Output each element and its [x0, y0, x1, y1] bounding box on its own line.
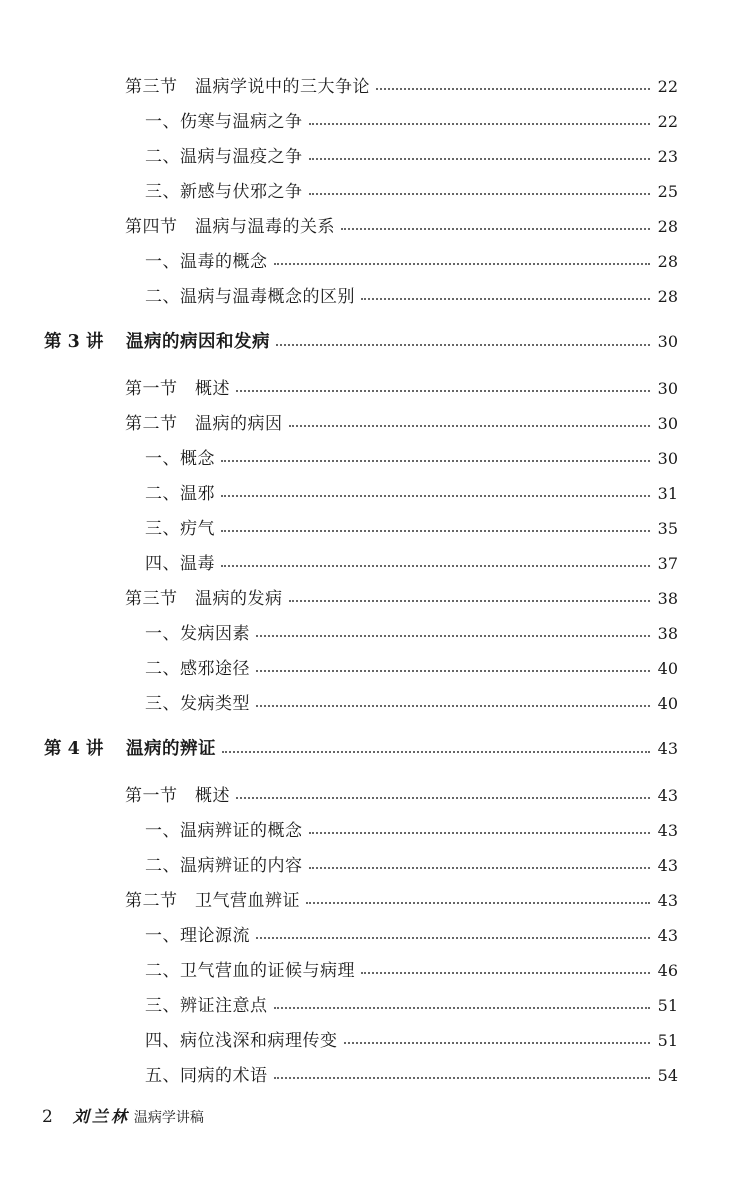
toc-title: 第三节 温病的发病 [125, 589, 283, 609]
toc-title: 一、伤寒与温病之争 [145, 112, 303, 132]
toc-page-number: 43 [657, 856, 678, 875]
toc-page-number: 43 [657, 926, 678, 945]
dot-leader [236, 796, 650, 799]
dot-leader [236, 389, 650, 392]
dot-leader [306, 901, 650, 904]
toc-item-row[interactable] [145, 991, 678, 1017]
toc-title: 一、发病因素 [145, 624, 250, 644]
dot-leader [221, 459, 650, 462]
toc-item-row[interactable] [145, 816, 678, 842]
toc-page-number: 40 [657, 659, 678, 678]
chapter-number: 第 4 讲 [44, 739, 104, 759]
toc-title: 二、卫气营血的证候与病理 [145, 961, 355, 981]
dot-leader [274, 262, 651, 265]
toc-page-number: 38 [657, 624, 678, 643]
page-number: 2 [42, 1107, 53, 1127]
toc-page-number: 25 [657, 182, 678, 201]
toc-page-number: 43 [657, 891, 678, 910]
dot-leader [341, 227, 650, 230]
toc-title: 三、疠气 [145, 519, 215, 539]
toc-page-number: 43 [657, 739, 678, 758]
dot-leader [289, 424, 651, 427]
toc-item-row[interactable] [145, 654, 678, 680]
toc-page-number: 28 [657, 287, 678, 306]
toc-page-number: 30 [657, 379, 678, 398]
toc-item-row[interactable] [145, 142, 678, 168]
toc-item-row[interactable] [145, 956, 678, 982]
toc-title: 五、同病的术语 [145, 1066, 268, 1086]
toc-title: 一、温毒的概念 [145, 252, 268, 272]
toc-section-row[interactable] [125, 409, 678, 435]
toc-item-row[interactable] [145, 1026, 678, 1052]
toc-page-number: 30 [657, 449, 678, 468]
toc-chapter-row[interactable] [44, 735, 678, 761]
toc-chapter-row[interactable] [44, 328, 678, 354]
toc-title: 二、温邪 [145, 484, 215, 504]
dot-leader [289, 599, 651, 602]
toc-title: 温病的病因和发病 [126, 332, 270, 352]
chapter-number: 第 3 讲 [44, 332, 104, 352]
toc-page-number: 30 [657, 332, 678, 351]
toc-title: 一、理论源流 [145, 926, 250, 946]
dot-leader [376, 87, 650, 90]
toc-title: 三、新感与伏邪之争 [145, 182, 303, 202]
dot-leader [274, 1006, 651, 1009]
toc-page-number: 31 [657, 484, 678, 503]
toc-page-number: 51 [657, 996, 678, 1015]
toc-item-row[interactable] [145, 619, 678, 645]
toc-section-row[interactable] [125, 72, 678, 98]
dot-leader [309, 122, 651, 125]
toc-item-row[interactable] [145, 444, 678, 470]
toc-item-row[interactable] [145, 921, 678, 947]
toc-page-number: 37 [657, 554, 678, 573]
toc-item-row[interactable] [145, 689, 678, 715]
toc-title: 第四节 温病与温毒的关系 [125, 217, 335, 237]
toc-title: 第一节 概述 [125, 379, 230, 399]
dot-leader [256, 634, 650, 637]
toc-page-number: 43 [657, 821, 678, 840]
toc-title: 第三节 温病学说中的三大争论 [125, 77, 370, 97]
toc-item-row[interactable] [145, 247, 678, 273]
dot-leader [276, 343, 650, 346]
toc-item-row[interactable] [145, 282, 678, 308]
dot-leader [309, 157, 651, 160]
toc-item-row[interactable] [145, 177, 678, 203]
toc-section-row[interactable] [125, 584, 678, 610]
toc-title: 四、病位浅深和病理传变 [145, 1031, 338, 1051]
toc-section-row[interactable] [125, 374, 678, 400]
toc-page-number: 30 [657, 414, 678, 433]
toc-title: 第二节 卫气营血辨证 [125, 891, 300, 911]
toc-item-row[interactable] [145, 1061, 678, 1087]
dot-leader [309, 831, 651, 834]
toc-title: 三、发病类型 [145, 694, 250, 714]
dot-leader [309, 866, 651, 869]
toc-item-row[interactable] [145, 479, 678, 505]
toc-title: 一、概念 [145, 449, 215, 469]
toc-item-row[interactable] [145, 851, 678, 877]
toc-page-number: 22 [657, 77, 678, 96]
dot-leader [221, 564, 650, 567]
toc-title: 二、感邪途径 [145, 659, 250, 679]
toc-page-number: 35 [657, 519, 678, 538]
toc-section-row[interactable] [125, 212, 678, 238]
dot-leader [256, 936, 650, 939]
toc-title: 温病的辨证 [126, 739, 216, 759]
toc-title: 四、温毒 [145, 554, 215, 574]
toc-section-row[interactable] [125, 781, 678, 807]
dot-leader [221, 529, 650, 532]
toc-item-row[interactable] [145, 107, 678, 133]
toc-title: 二、温病与温毒概念的区别 [145, 287, 355, 307]
toc-section-row[interactable] [125, 886, 678, 912]
dot-leader [309, 192, 651, 195]
toc-title: 三、辨证注意点 [145, 996, 268, 1016]
toc-page-number: 28 [657, 252, 678, 271]
dot-leader [222, 750, 650, 753]
toc-title: 二、温病与温疫之争 [145, 147, 303, 167]
toc-page-number: 43 [657, 786, 678, 805]
dot-leader [344, 1041, 651, 1044]
toc-title: 第二节 温病的病因 [125, 414, 283, 434]
dot-leader [274, 1076, 651, 1079]
toc-title: 一、温病辨证的概念 [145, 821, 303, 841]
toc-page-number: 51 [657, 1031, 678, 1050]
dot-leader [221, 494, 650, 497]
toc-page-number: 46 [657, 961, 678, 980]
toc-item-row[interactable] [145, 549, 678, 575]
dot-leader [361, 971, 650, 974]
toc-page-number: 23 [657, 147, 678, 166]
dot-leader [256, 704, 650, 707]
toc-title: 第一节 概述 [125, 786, 230, 806]
book-title: 温病学讲稿 [133, 1110, 204, 1126]
toc-item-row[interactable] [145, 514, 678, 540]
author-name: 刘兰林 [72, 1107, 130, 1126]
toc-title: 二、温病辨证的内容 [145, 856, 303, 876]
toc-page-number: 54 [657, 1066, 678, 1085]
toc-page-number: 40 [657, 694, 678, 713]
toc-page-number: 38 [657, 589, 678, 608]
toc-page-number: 28 [657, 217, 678, 236]
dot-leader [361, 297, 650, 300]
dot-leader [256, 669, 650, 672]
page-footer [42, 1104, 204, 1127]
toc-page-number: 22 [657, 112, 678, 131]
